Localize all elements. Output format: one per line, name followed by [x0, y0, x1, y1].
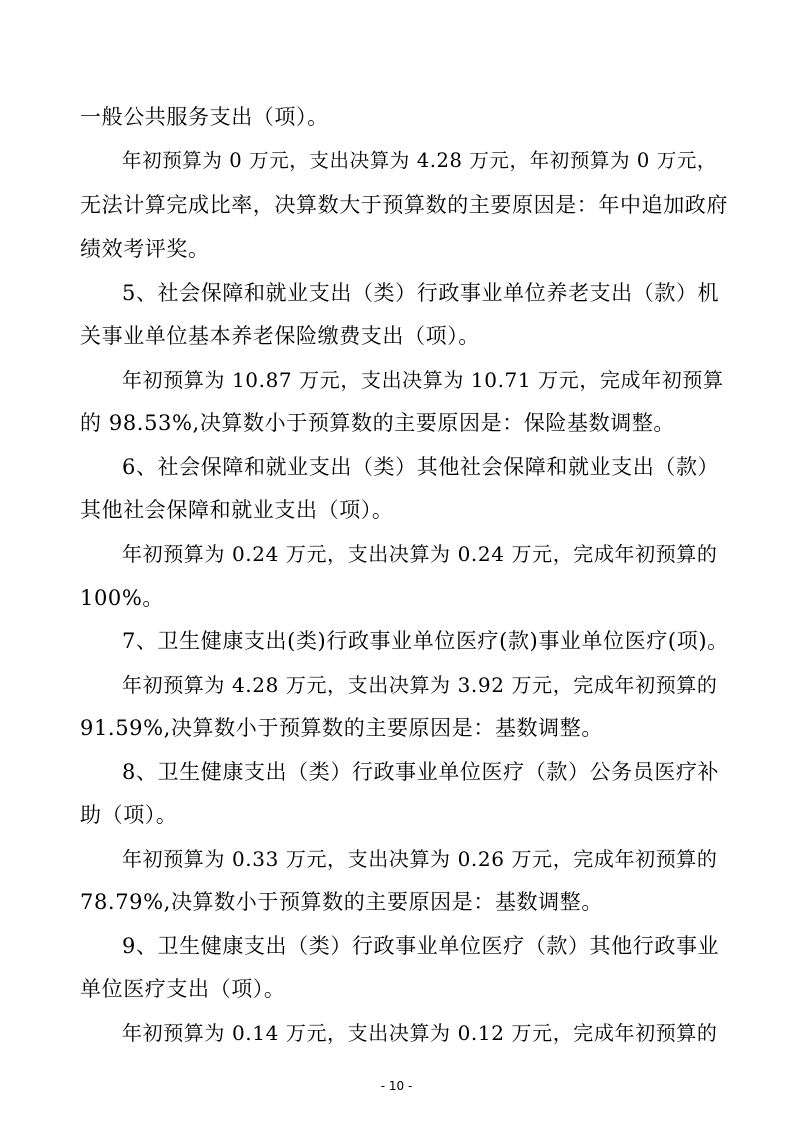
paragraph-line: 8、卫生健康支出（类）行政事业单位医疗（款）公务员医疗补 — [122, 760, 720, 784]
paragraph-line: 绩效考评奖。 — [80, 237, 210, 261]
paragraph-line: 年初预算为 4.28 万元，支出决算为 3.92 万元，完成年初预算的 — [122, 673, 718, 697]
paragraph-line: 年初预算为 0.24 万元，支出决算为 0.24 万元，完成年初预算的 — [122, 542, 718, 566]
paragraph-line: 一般公共服务支出（项）。 — [80, 105, 329, 129]
paragraph-line: 年初预算为 10.87 万元，支出决算为 10.71 万元，完成年初预算 — [122, 368, 724, 392]
paragraph-line: 其他社会保障和就业支出（项）。 — [80, 498, 394, 522]
paragraph-line: 78.79%,决算数小于预算数的主要原因是：基数调整。 — [80, 890, 603, 914]
paragraph-line: 7、卫生健康支出(类)行政事业单位医疗(款)事业单位医疗(项)。 — [122, 629, 729, 653]
paragraph-line: 年初预算为 0.14 万元，支出决算为 0.12 万元，完成年初预算的 — [122, 1021, 718, 1045]
paragraph-line: 91.59%,决算数小于预算数的主要原因是：基数调整。 — [80, 716, 603, 740]
paragraph-line: 年初预算为 0.33 万元，支出决算为 0.26 万元，完成年初预算的 — [122, 847, 718, 871]
paragraph-line: 9、卫生健康支出（类）行政事业单位医疗（款）其他行政事业 — [122, 934, 720, 958]
paragraph-line: 单位医疗支出（项）。 — [80, 977, 286, 1001]
page-number: - 10 - — [380, 1079, 413, 1093]
paragraph-line: 的 98.53%,决算数小于预算数的主要原因是：保险基数调整。 — [80, 411, 676, 435]
paragraph-line: 年初预算为 0 万元，支出决算为 4.28 万元，年初预算为 0 万元， — [122, 149, 718, 172]
paragraph-line: 100%。 — [80, 586, 165, 610]
paragraph-line: 无法计算完成比率，决算数大于预算数的主要原因是：年中追加政府 — [80, 193, 728, 217]
paragraph-line: 5、社会保障和就业支出（类）行政事业单位养老支出（款）机 — [122, 281, 720, 305]
paragraph-line: 关事业单位基本养老保险缴费支出（项）。 — [80, 324, 480, 348]
paragraph-line: 助（项）。 — [80, 803, 178, 827]
paragraph-line: 6、社会保障和就业支出（类）其他社会保障和就业支出（款） — [122, 455, 720, 479]
